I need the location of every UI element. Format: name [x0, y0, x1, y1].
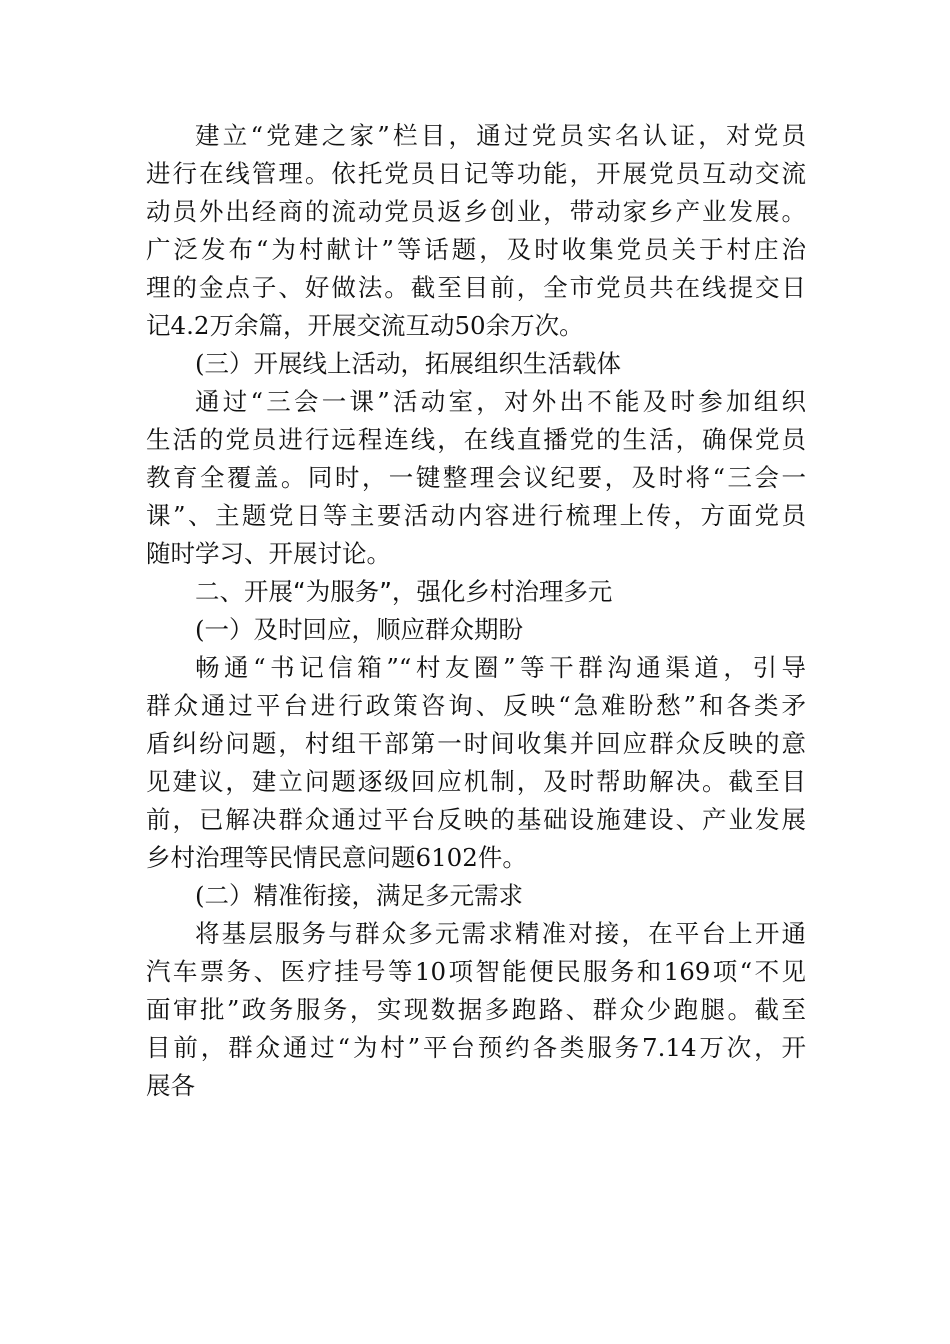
paragraph-line: 生活的党员进行远程连线，在线直播党的生活，确保党员 [146, 425, 806, 454]
paragraph-line: 畅通“书记信箱”“村友圈”等干群沟通渠道，引导 [195, 653, 806, 682]
paragraph-line: 群众通过平台进行政策咨询、反映“急难盼愁”和各类矛 [146, 691, 806, 720]
document-page [146, 117, 806, 1105]
paragraph-line: 通过“三会一课”活动室，对外出不能及时参加组织 [195, 387, 806, 416]
subheading-two: (二）精准衔接，满足多元需求 [195, 881, 524, 910]
paragraph-line: 前，已解决群众通过平台反映的基础设施建设、产业发展 [146, 805, 806, 834]
paragraph-line: 汽车票务、医疗挂号等10项智能便民服务和169项“不见 [146, 957, 806, 986]
paragraph-line: 课”、主题党日等主要活动内容进行梳理上传，方面党员 [146, 501, 806, 530]
paragraph-line: 盾纠纷问题，村组干部第一时间收集并回应群众反映的意 [146, 729, 806, 758]
subheading-three: (三）开展线上活动，拓展组织生活载体 [195, 349, 622, 378]
paragraph-line: 见建议，建立问题逐级回应机制，及时帮助解决。截至目 [146, 767, 806, 796]
paragraph-line: 记4.2万余篇，开展交流互动50余万次。 [146, 311, 584, 340]
section-heading-two: 二、开展“为服务”，强化乡村治理多元 [195, 577, 613, 606]
paragraph-line: 建立“党建之家”栏目，通过党员实名认证，对党员 [195, 121, 806, 150]
paragraph-line: 面审批”政务服务，实现数据多跑路、群众少跑腿。截至 [146, 995, 806, 1024]
paragraph-line: 广泛发布“为村献计”等话题，及时收集党员关于村庄治 [146, 235, 806, 264]
paragraph-line: 动员外出经商的流动党员返乡创业，带动家乡产业发展。 [146, 197, 806, 226]
paragraph-line: 教育全覆盖。同时，一键整理会议纪要，及时将“三会一 [146, 463, 806, 492]
paragraph-line: 展各 [146, 1071, 195, 1100]
paragraph-line: 乡村治理等民情民意问题6102件。 [146, 843, 527, 872]
paragraph-line: 进行在线管理。依托党员日记等功能，开展党员互动交流 [146, 159, 806, 188]
subheading-one: (一）及时回应，顺应群众期盼 [195, 615, 524, 644]
paragraph-line: 将基层服务与群众多元需求精准对接，在平台上开通 [195, 919, 806, 948]
paragraph-line: 随时学习、开展讨论。 [146, 539, 391, 568]
paragraph-line: 目前，群众通过“为村”平台预约各类服务7.14万次，开 [146, 1033, 806, 1062]
paragraph-line: 理的金点子、好做法。截至目前，全市党员共在线提交日 [146, 273, 806, 302]
